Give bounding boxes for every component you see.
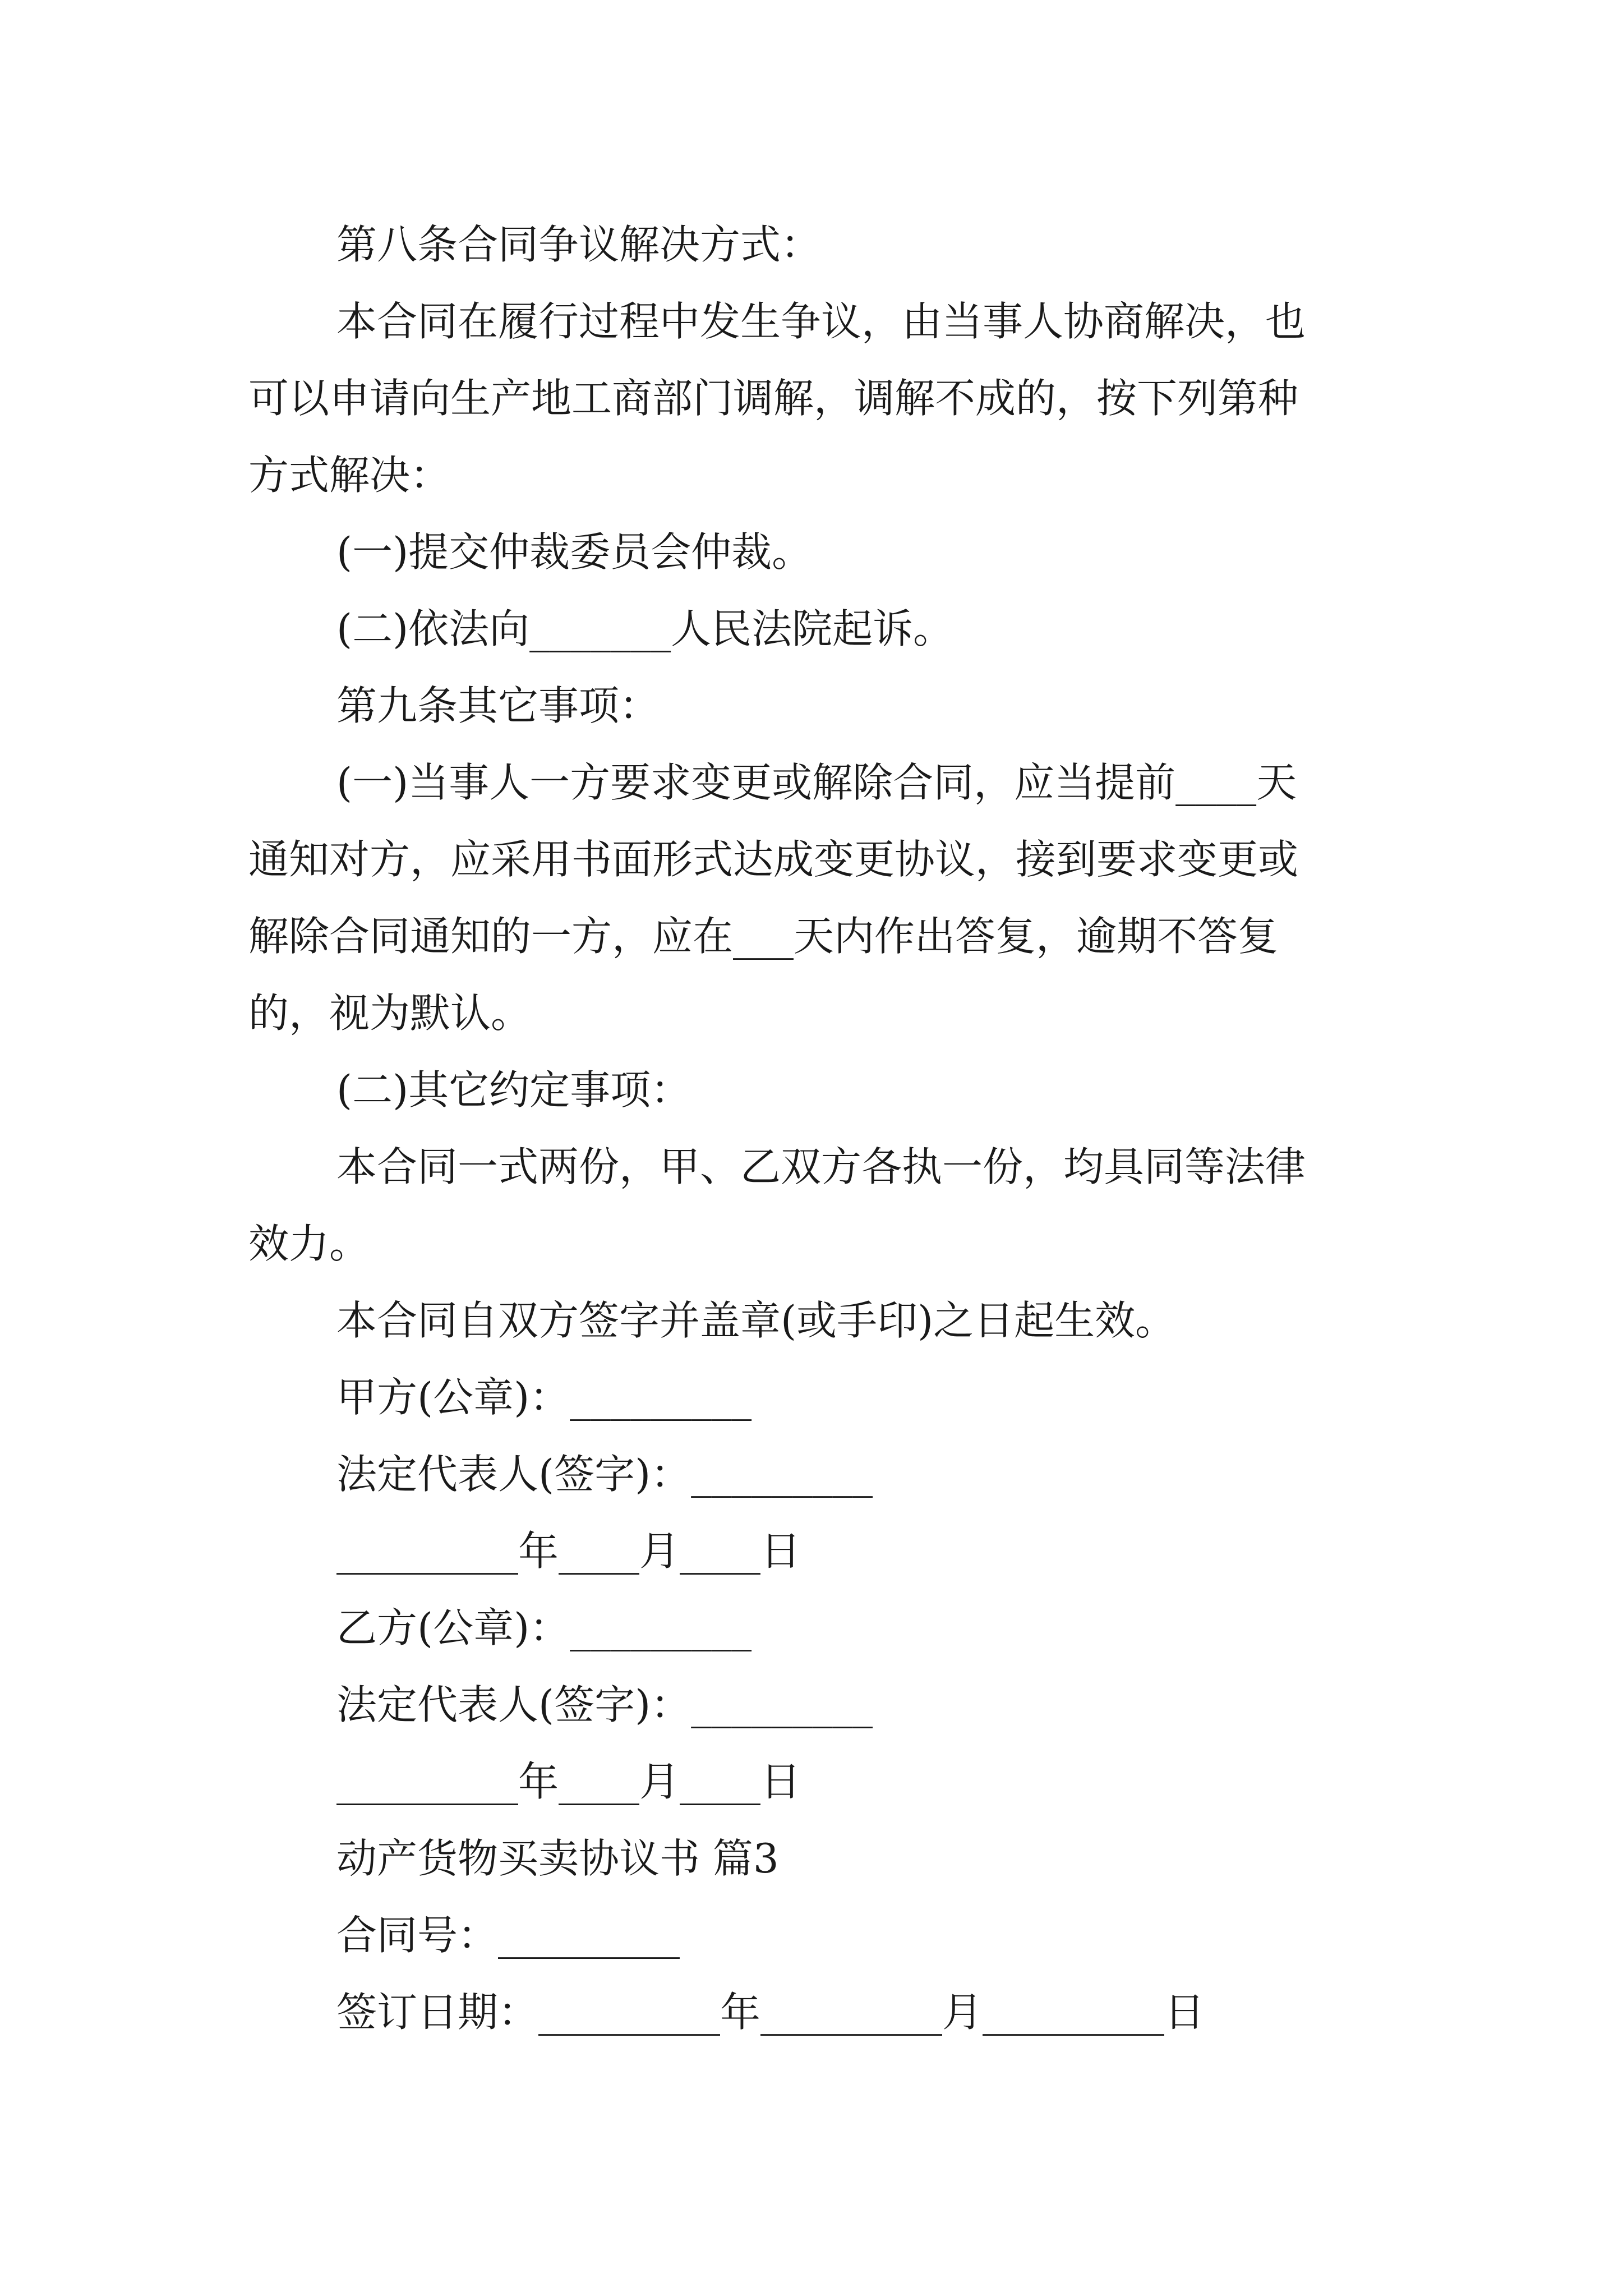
article-8-heading: 第八条合同争议解决方式：: [336, 221, 822, 268]
paragraph-line: 通知对方，应采用书面形式达成变更协议，接到要求变更或: [248, 836, 1299, 883]
paragraph-line: (一)当事人一方要求变更或解除合同，应当提前____天: [336, 759, 1297, 806]
list-item-court: (二)依法向_______人民法院起诉。: [336, 605, 954, 652]
section-title: 动产货物买卖协议书 篇3: [336, 1835, 779, 1882]
party-b-seal-field: 乙方(公章)：_________: [336, 1604, 752, 1651]
party-b-representative-field: 法定代表人(签字)：_________: [336, 1681, 873, 1728]
party-a-representative-field: 法定代表人(签字)：_________: [336, 1451, 873, 1498]
party-a-date-field: _________年____月____日: [336, 1527, 801, 1575]
paragraph-line: 本合同在履行过程中发生争议，由当事人协商解决，也: [336, 298, 1306, 345]
effective-clause: 本合同自双方签字并盖章(或手印)之日起生效。: [336, 1297, 1176, 1344]
list-item-other: (二)其它约定事项：: [336, 1066, 691, 1114]
party-b-date-field: _________年____月____日: [336, 1758, 801, 1805]
article-9-heading: 第九条其它事项：: [336, 682, 660, 729]
paragraph-line: 效力。: [248, 1220, 370, 1267]
paragraph-line: 方式解决：: [248, 452, 451, 499]
contract-number-field: 合同号：_________: [336, 1912, 680, 1959]
paragraph-line: 本合同一式两份，甲、乙双方各执一份，均具同等法律: [336, 1143, 1306, 1190]
paragraph-line: 可以申请向生产地工商部门调解，调解不成的，按下列第种: [248, 375, 1299, 422]
paragraph-line: 解除合同通知的一方，应在___天内作出答复，逾期不答复: [248, 913, 1279, 960]
party-a-seal-field: 甲方(公章)：_________: [336, 1374, 752, 1421]
signing-date-field: 签订日期：_________年_________月_________日: [336, 1989, 1205, 2036]
list-item-arbitration: (一)提交仲裁委员会仲裁。: [336, 528, 813, 576]
paragraph-line: 的，视为默认。: [248, 990, 532, 1037]
